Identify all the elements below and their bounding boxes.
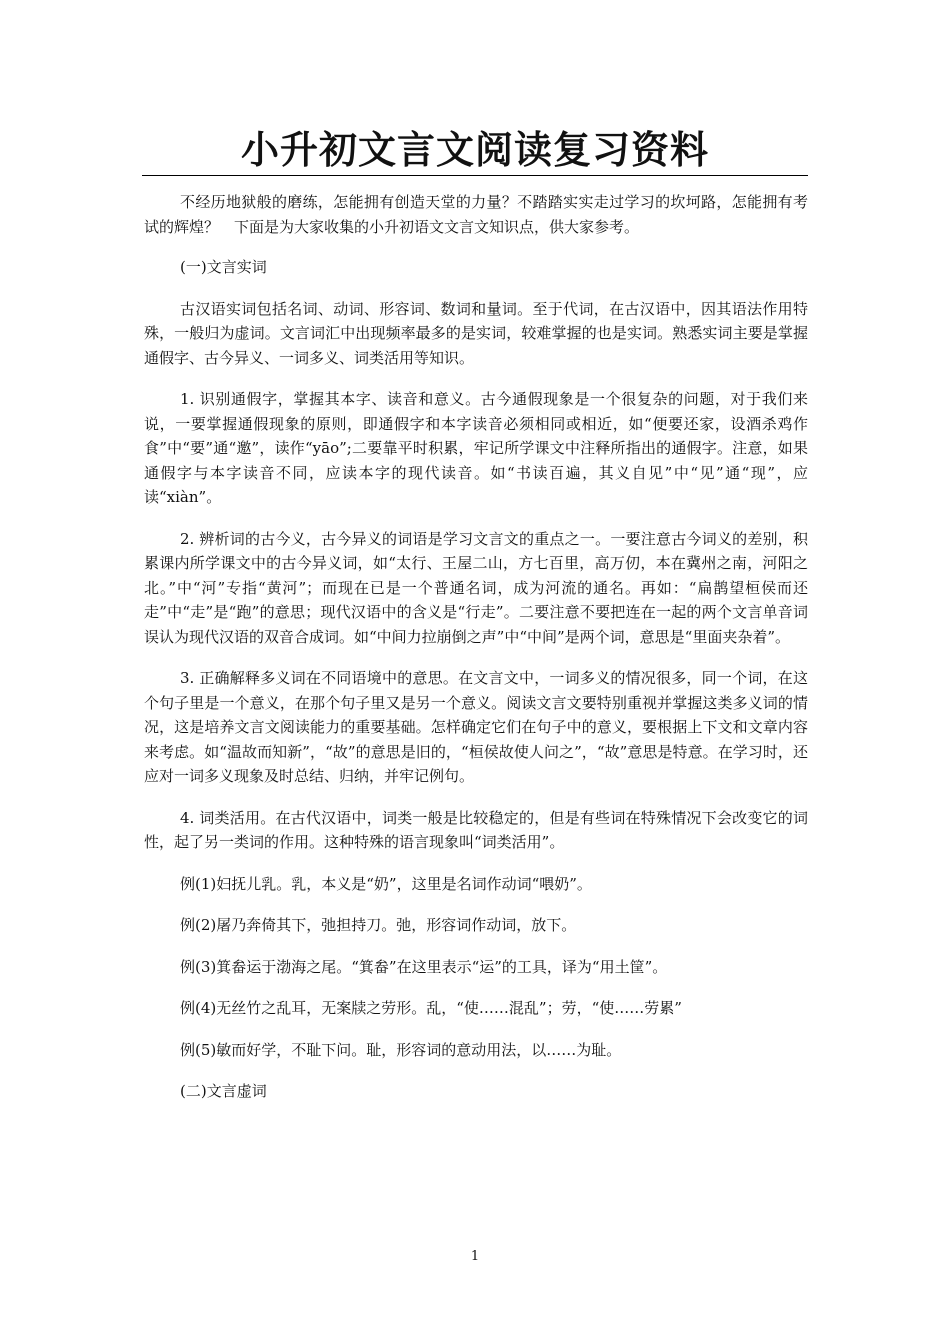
example-2: 例(2)屠乃奔倚其下，弛担持刀。弛，形容词作动词，放下。 bbox=[180, 916, 577, 934]
section-shici-paragraph: 古汉语实词包括名词、动词、形容词、数词和量词。至于代词，在古汉语中，因其语法作用特殊，一般归为虚词。文言词汇中出现频率最多的是实词，较难掌握的也是实词。熟悉实词主要是掌握通假字、古今异义、一词多义、词类活用等知识。 bbox=[144, 299, 808, 367]
example-4: 例(4)无丝竹之乱耳，无案牍之劳形。乱，“使……混乱”；劳，“使……劳累” bbox=[180, 999, 682, 1017]
document-title: 小升初文言文阅读复习资料 bbox=[240, 127, 709, 172]
point-2-paragraph: 2. 辨析词的古今义，古今异义的词语是学习文言文的重点之一。一要注意古今词义的差别，积累课内所学课文中的古今异义词，如“太行、王屋二山，方七百里，高万仞，本在冀州之南，河阳之北。”中“河”专指“黄河”；而现在已是一个普通名词，成为河流的通名。再如：“扁鹊望桓侯而还走”中“走”是“跑”的意思；现代汉语中的含义是“行走”。二要注意不要把连在一起的两个文言单音词误认为现代汉语的双音合成词。如“中间力拉崩倒之声”中“中间”是两个词，意思是“里面夹杂着”。 bbox=[144, 529, 808, 646]
title-underline bbox=[142, 175, 808, 176]
section-heading-shici: (一)文言实词 bbox=[180, 258, 267, 276]
section-heading-xuci: (二)文言虚词 bbox=[180, 1082, 267, 1100]
point-1-paragraph: 1. 识别通假字，掌握其本字、读音和意义。古今通假现象是一个很复杂的问题，对于我们来说，一要掌握通假现象的原则，即通假字和本字读音必须相同或相近，如“便要还家，设酒杀鸡作食”中“要”通“邀”，读作“yāo”;二要靠平时积累，牢记所学课文中注释所指出的通假字。注意，如果通假字与本字读音不同，应读本字的现代读音。如“书读百遍，其义自见”中“见”通“现”，应读“xiàn”。 bbox=[144, 390, 808, 506]
point-4-paragraph: 4. 词类活用。在古代汉语中，词类一般是比较稳定的，但是有些词在特殊情况下会改变它的词性，起了另一类词的作用。这种特殊的语言现象叫“词类活用”。 bbox=[144, 808, 808, 851]
example-1: 例(1)妇抚儿乳。乳，本义是“奶”，这里是名词作动词“喂奶”。 bbox=[180, 874, 592, 893]
point-3-paragraph: 3. 正确解释多义词在不同语境中的意思。在文言文中，一词多义的情况很多，同一个词，在这个句子里是一个意义，在那个句子里又是另一个意义。阅读文言文要特别重视并掌握这类多义词的情况，这是培养文言文阅读能力的重要基础。怎样确定它们在句子中的意义，要根据上下文和文章内容来考虑。如“温故而知新”，“故”的意思是旧的，“桓侯故使人问之”，“故”意思是特意。在学习时，还应对一词多义现象及时总结、归纳，并牢记例句。 bbox=[144, 669, 808, 785]
example-5: 例(5)敏而好学，不耻下问。耻，形容词的意动用法，以……为耻。 bbox=[180, 1040, 622, 1059]
intro-paragraph: 不经历地狱般的磨练，怎能拥有创造天堂的力量？不踏踏实实走过学习的坎坷路，怎能拥有考试的辉煌？ 下面是为大家收集的小升初语文文言文知识点，供大家参考。 bbox=[144, 193, 808, 236]
document-body bbox=[144, 190, 808, 1104]
page-number: 1 bbox=[470, 1249, 480, 1264]
example-3: 例(3)箕畚运于渤海之尾。“箕畚”在这里表示“运”的工具，译为“用土筐”。 bbox=[180, 957, 668, 976]
